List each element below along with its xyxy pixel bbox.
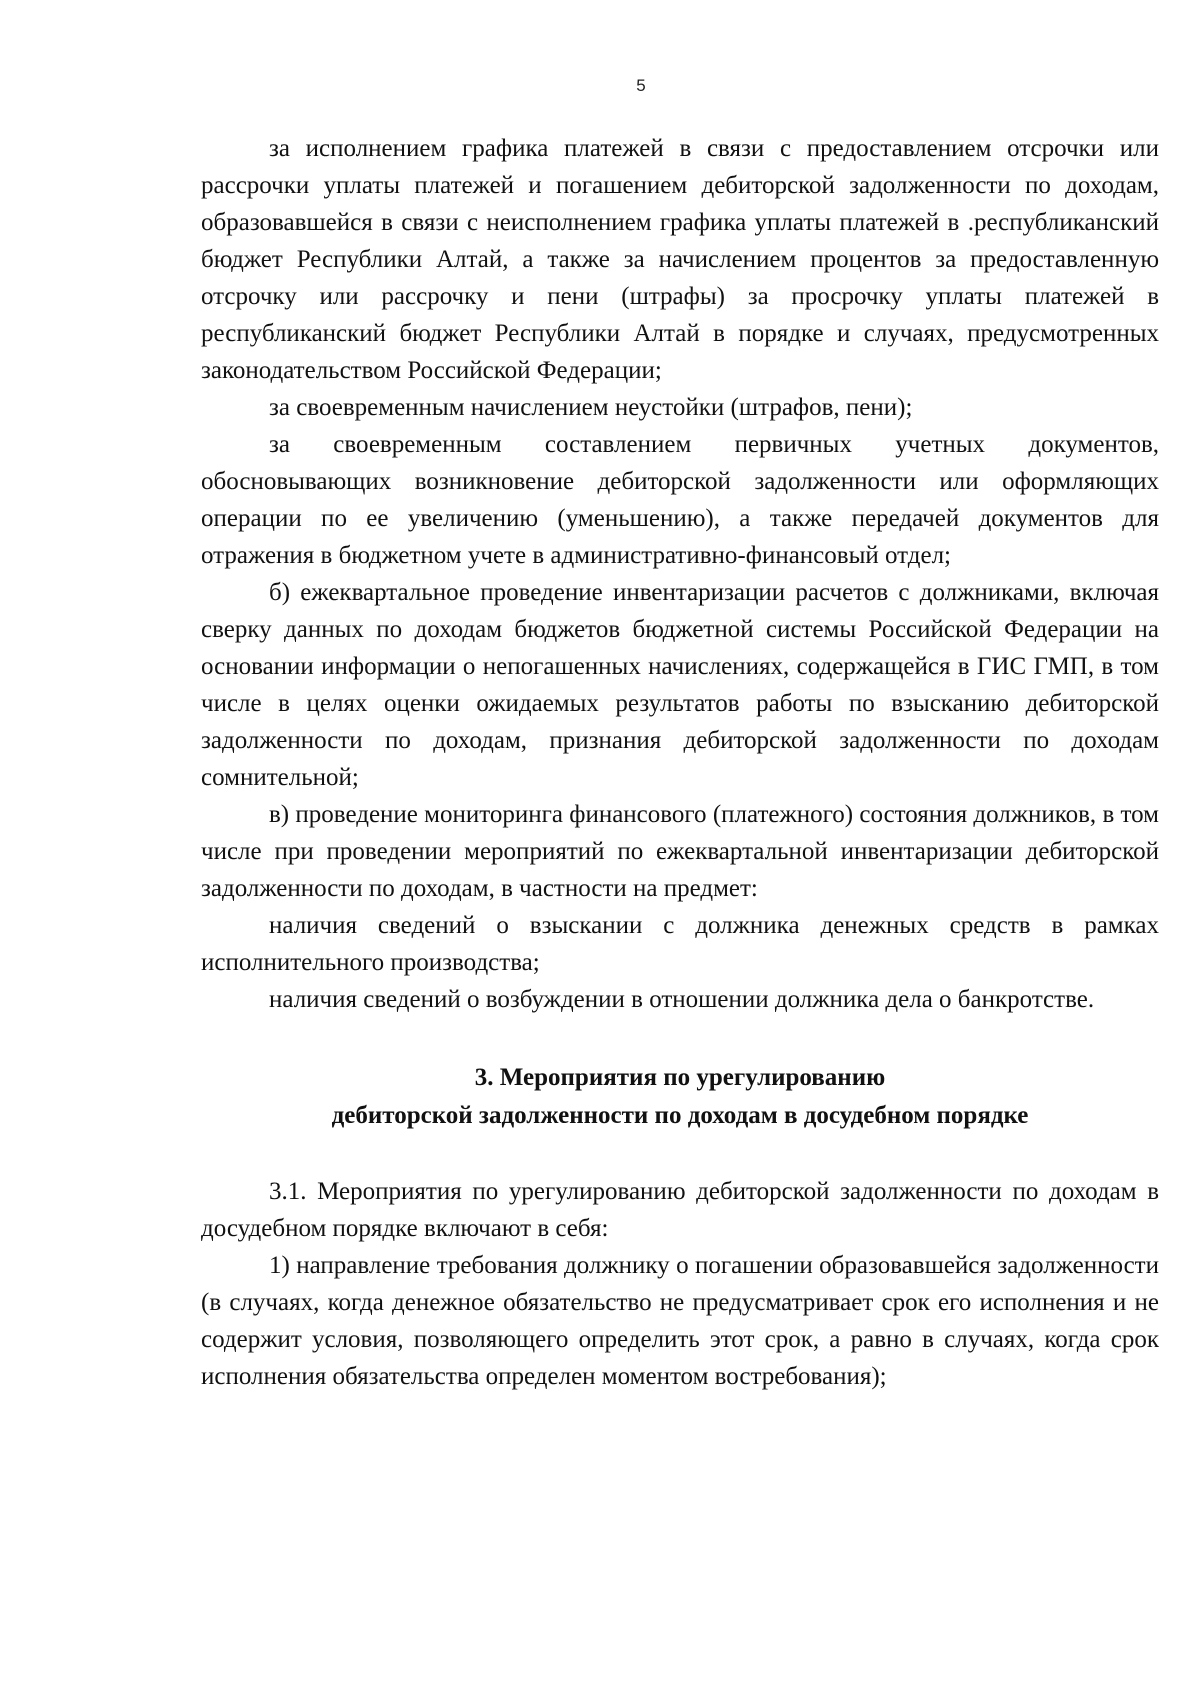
document-body: [201, 130, 1159, 1395]
paragraph-primary-documents-control: за своевременным составлением первичных учетных документов, обосновывающих возникновение дебиторской задолженности или оформляющих операции по ее увеличению (уменьшению), а также передачей документов для отражения в бюджетном учете в административно-финансовый отдел;: [201, 431, 1159, 569]
paragraph-bankruptcy: наличия сведений о возбуждении в отношении должника дела о банкротстве.: [269, 986, 1095, 1013]
section-heading: [201, 1059, 1159, 1135]
paragraph-enforcement-proceedings: наличия сведений о взыскании с должника денежных средств в рамках исполнительного производства;: [201, 912, 1159, 976]
paragraph-payment-schedule-control: за исполнением графика платежей в связи с предоставлением отсрочки или рассрочки уплаты платежей и погашением дебиторской задолженности по доходам, образовавшейся в связи с неисполнением графика уплаты платежей в .республиканский бюджет Республики Алтай, а также за начислением процентов за предоставленную отсрочку или рассрочку и пени (штрафы) за просрочку уплаты платежей в республиканский бюджет Республики Алтай в порядке и случаях, предусмотренных законодательством Российской Федерации;: [201, 135, 1159, 384]
paragraph-penalty-accrual-control: за своевременным начислением неустойки (штрафов, пени);: [269, 394, 913, 421]
paragraph-debtor-monitoring: в) проведение мониторинга финансового (платежного) состояния должников, в том числе при проведении мероприятий по ежеквартальной инвентаризации дебиторской задолженности по доходам, в частности на предмет:: [201, 801, 1159, 902]
section-heading-line-1: 3. Мероприятия по урегулированию: [474, 1064, 886, 1091]
paragraph-pretrial-measures-intro: 3.1. Мероприятия по урегулированию дебиторской задолженности по доходам в досудебном порядке включают в себя:: [201, 1178, 1159, 1242]
page-number: 5: [636, 76, 646, 95]
paragraph-demand-to-debtor: 1) направление требования должнику о погашении образовавшейся задолженности (в случаях, когда денежное обязательство не предусматривает срок его исполнения и не содержит условия, позволяющего определить этот срок, а равно в случаях, когда срок исполнения обязательства определен моментом востребования);: [201, 1252, 1159, 1390]
paragraph-quarterly-inventory: б) ежеквартальное проведение инвентаризации расчетов с должниками, включая сверку данных по доходам бюджетов бюджетной системы Российской Федерации на основании информации о непогашенных начислениях, содержащейся в ГИС ГМП, в том числе в целях оценки ожидаемых результатов работы по взысканию дебиторской задолженности по доходам, признания дебиторской задолженности по доходам сомнительной;: [201, 579, 1159, 791]
section-heading-line-2: дебиторской задолженности по доходам в досудебном порядке: [331, 1102, 1029, 1129]
